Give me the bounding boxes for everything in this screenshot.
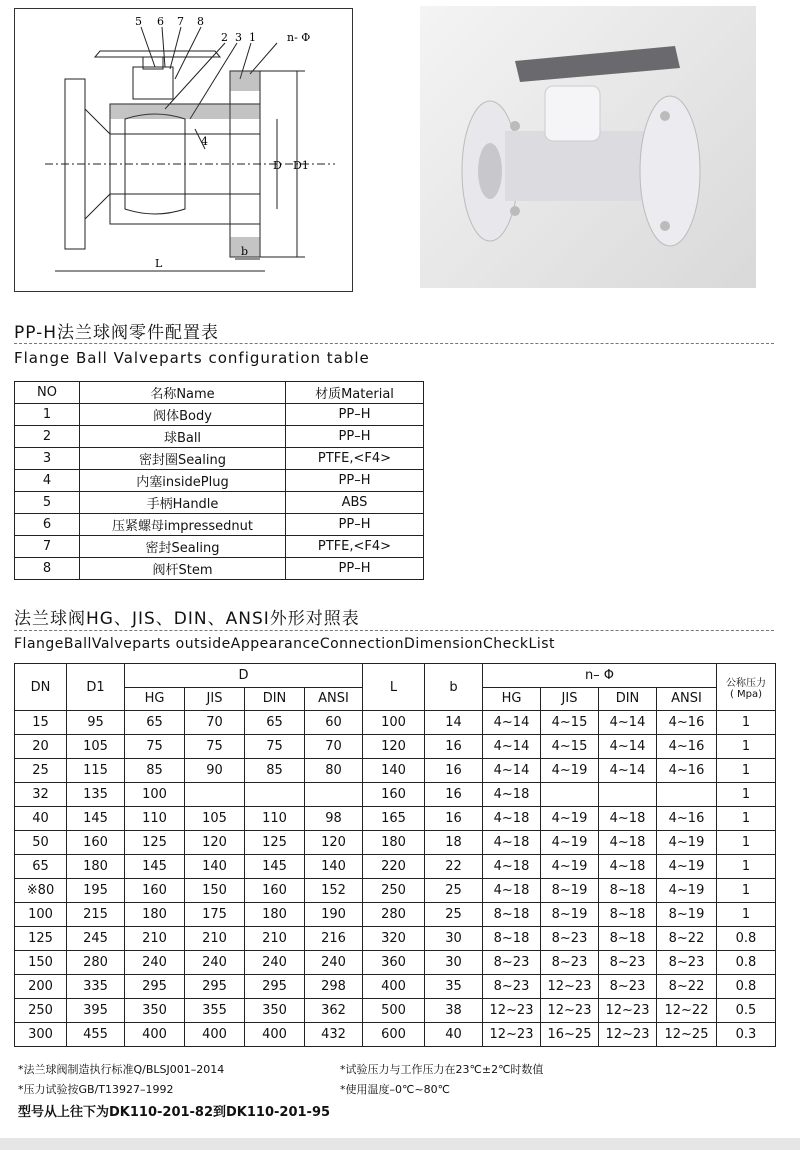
table-row	[15, 470, 424, 492]
table-header-row	[15, 382, 424, 404]
cell: 295	[185, 975, 245, 999]
table-row	[15, 951, 776, 975]
header-d: D	[125, 664, 363, 688]
parts-title-cn: PP-H法兰球阀零件配置表	[14, 323, 220, 343]
cell: 4~14	[599, 759, 657, 783]
cell: 4~18	[483, 807, 541, 831]
cell: 4~14	[599, 711, 657, 735]
cell: 190	[305, 903, 363, 927]
cell: 362	[305, 999, 363, 1023]
header-pressure	[717, 664, 776, 711]
cell: 140	[305, 855, 363, 879]
cell: 215	[67, 903, 125, 927]
cell: 85	[245, 759, 305, 783]
cell: 30	[425, 951, 483, 975]
valve-section-drawing	[15, 9, 352, 291]
cell: 0.5	[717, 999, 776, 1023]
cell: 8~23	[599, 975, 657, 999]
cell: 70	[305, 735, 363, 759]
cell: 80	[305, 759, 363, 783]
cell	[599, 783, 657, 807]
cell: 350	[125, 999, 185, 1023]
cell: 355	[185, 999, 245, 1023]
cell: 180	[245, 903, 305, 927]
cell: 8~22	[657, 927, 717, 951]
cell: 1	[717, 807, 776, 831]
cell: 160	[67, 831, 125, 855]
cell: 110	[245, 807, 305, 831]
cell: 105	[67, 735, 125, 759]
callout-4: 4	[201, 135, 208, 148]
cell	[541, 783, 599, 807]
cell: 65	[15, 855, 67, 879]
cell: 12~23	[483, 1023, 541, 1047]
cell: 295	[125, 975, 185, 999]
table-row	[15, 783, 776, 807]
cell: 210	[125, 927, 185, 951]
cell: 4~14	[599, 735, 657, 759]
header-name: 名称Name	[80, 382, 286, 404]
note-pressure-test: *压力试验按GB/T13927–1992	[18, 1083, 174, 1096]
cell: 12~23	[541, 975, 599, 999]
cell: 216	[305, 927, 363, 951]
cell: 38	[425, 999, 483, 1023]
cell: 200	[15, 975, 67, 999]
cell: 8~18	[483, 927, 541, 951]
cell: 25	[425, 879, 483, 903]
cell: 6	[15, 514, 80, 536]
cell: 8~23	[483, 951, 541, 975]
cell: 120	[185, 831, 245, 855]
cell: 180	[125, 903, 185, 927]
cell: 20	[15, 735, 67, 759]
cell: 165	[363, 807, 425, 831]
table-row	[15, 735, 776, 759]
cell: 280	[363, 903, 425, 927]
cell: 阀杆Stem	[80, 558, 286, 580]
cell: 210	[185, 927, 245, 951]
header-b: b	[425, 664, 483, 711]
cell: 16	[425, 735, 483, 759]
cell: 65	[125, 711, 185, 735]
cell: 120	[305, 831, 363, 855]
cell: PP–H	[286, 404, 424, 426]
cell: 240	[125, 951, 185, 975]
cell: 12~25	[657, 1023, 717, 1047]
cell: 600	[363, 1023, 425, 1047]
cell: 8~23	[541, 951, 599, 975]
dim-d1: D1	[293, 159, 309, 172]
cell: 12~23	[599, 999, 657, 1023]
cell: 8~19	[541, 879, 599, 903]
callout-6: 6	[157, 15, 164, 28]
dims-title-en: FlangeBallValveparts outsideAppearanceConnectionDimensionCheckList	[14, 636, 556, 652]
cell: 125	[245, 831, 305, 855]
cell: 105	[185, 807, 245, 831]
cell: 85	[125, 759, 185, 783]
cell: 5	[15, 492, 80, 514]
cell: 400	[245, 1023, 305, 1047]
table-row	[15, 536, 424, 558]
cell: ABS	[286, 492, 424, 514]
technical-drawing	[14, 8, 353, 292]
header-d-ansi: ANSI	[305, 687, 363, 711]
cell: 210	[245, 927, 305, 951]
cell: 16~25	[541, 1023, 599, 1047]
cell: 120	[363, 735, 425, 759]
cell	[305, 783, 363, 807]
cell: 40	[15, 807, 67, 831]
cell: 300	[15, 1023, 67, 1047]
cell	[185, 783, 245, 807]
table-header-row	[15, 664, 776, 688]
table-row	[15, 903, 776, 927]
cell: 4~19	[657, 879, 717, 903]
cell: 160	[245, 879, 305, 903]
header-n-jis: JIS	[541, 687, 599, 711]
table-row	[15, 855, 776, 879]
cell: 12~23	[483, 999, 541, 1023]
cell: 295	[245, 975, 305, 999]
cell	[245, 783, 305, 807]
cell: 240	[305, 951, 363, 975]
cell: 16	[425, 807, 483, 831]
cell: 160	[363, 783, 425, 807]
cell: PP–H	[286, 426, 424, 448]
cell: 0.8	[717, 975, 776, 999]
cell: 175	[185, 903, 245, 927]
table-row	[15, 558, 424, 580]
cell: 22	[425, 855, 483, 879]
cell: 0.3	[717, 1023, 776, 1047]
cell: 8~23	[541, 927, 599, 951]
cell: 4~16	[657, 807, 717, 831]
cell: 8~18	[599, 927, 657, 951]
parts-table	[14, 381, 424, 580]
header-n-ansi: ANSI	[657, 687, 717, 711]
table-row	[15, 492, 424, 514]
cell: 75	[185, 735, 245, 759]
cell: 350	[245, 999, 305, 1023]
callout-3: 3	[235, 31, 242, 44]
cell: 245	[67, 927, 125, 951]
note-standard: *法兰球阀制造执行标准Q/BLSJ001–2014	[18, 1063, 225, 1076]
cell: PTFE,<F4>	[286, 448, 424, 470]
cell: 16	[425, 783, 483, 807]
cell: 150	[185, 879, 245, 903]
table-row	[15, 759, 776, 783]
cell: 240	[185, 951, 245, 975]
cell: 115	[67, 759, 125, 783]
cell: 4~19	[657, 831, 717, 855]
header-n-din: DIN	[599, 687, 657, 711]
cell: 阀体Body	[80, 404, 286, 426]
cell: 150	[15, 951, 67, 975]
cell: 25	[425, 903, 483, 927]
cell: 4~18	[483, 879, 541, 903]
cell: 4~15	[541, 735, 599, 759]
cell: 4~19	[541, 807, 599, 831]
header-material: 材质Material	[286, 382, 424, 404]
header-d-din: DIN	[245, 687, 305, 711]
note-temperature: *使用温度–0℃~80℃	[340, 1083, 450, 1096]
cell: 180	[363, 831, 425, 855]
cell: PTFE,<F4>	[286, 536, 424, 558]
cell: 8~19	[657, 903, 717, 927]
cell: 4~19	[541, 831, 599, 855]
cell: 220	[363, 855, 425, 879]
cell: 395	[67, 999, 125, 1023]
dimension-rows	[15, 711, 776, 1047]
header-no: NO	[15, 382, 80, 404]
cell: 8	[15, 558, 80, 580]
cell: 4~18	[599, 855, 657, 879]
header-dn: DN	[15, 664, 67, 711]
cell: 98	[305, 807, 363, 831]
table-row	[15, 404, 424, 426]
cell: 432	[305, 1023, 363, 1047]
cell: 8~18	[483, 903, 541, 927]
header-n-phi: n– Φ	[483, 664, 717, 688]
table-row	[15, 927, 776, 951]
cell: 320	[363, 927, 425, 951]
cell: 125	[15, 927, 67, 951]
cell: 60	[305, 711, 363, 735]
model-number-text: 型号从上往下为DK110-201-82到DK110-201-95	[18, 1105, 331, 1120]
divider	[14, 630, 774, 631]
cell: 1	[717, 879, 776, 903]
cell: 8~18	[599, 879, 657, 903]
dim-b: b	[241, 245, 249, 258]
cell: PP–H	[286, 558, 424, 580]
cell: 280	[67, 951, 125, 975]
cell: 4~18	[599, 807, 657, 831]
cell: 400	[363, 975, 425, 999]
cell: 40	[425, 1023, 483, 1047]
cell: 4	[15, 470, 80, 492]
header-d1: D1	[67, 664, 125, 711]
cell: 32	[15, 783, 67, 807]
cell: 65	[245, 711, 305, 735]
cell: 152	[305, 879, 363, 903]
cell: 400	[125, 1023, 185, 1047]
cell: 密封Sealing	[80, 536, 286, 558]
cell: 90	[185, 759, 245, 783]
table-row	[15, 426, 424, 448]
cell: PP–H	[286, 470, 424, 492]
cell: 8~18	[599, 903, 657, 927]
cell: 100	[15, 903, 67, 927]
callout-2: 2	[221, 31, 228, 44]
cell: 240	[245, 951, 305, 975]
cell: 50	[15, 831, 67, 855]
cell: 球Ball	[80, 426, 286, 448]
cell: 4~14	[483, 735, 541, 759]
cell: 18	[425, 831, 483, 855]
cell: 145	[67, 807, 125, 831]
header-d-jis: JIS	[185, 687, 245, 711]
cell: 250	[363, 879, 425, 903]
cell: 70	[185, 711, 245, 735]
cell: 4~18	[599, 831, 657, 855]
cell: 1	[717, 735, 776, 759]
pressure-unit: ( Mpa)	[729, 689, 763, 700]
cell: 250	[15, 999, 67, 1023]
cell: 4~19	[541, 855, 599, 879]
cell: 4~19	[657, 855, 717, 879]
cell: 4~18	[483, 783, 541, 807]
cell: 1	[717, 711, 776, 735]
callout-5: 5	[135, 15, 142, 28]
table-row	[15, 711, 776, 735]
dim-d: D	[273, 159, 282, 172]
cell: 30	[425, 927, 483, 951]
table-row	[15, 1023, 776, 1047]
callout-7: 7	[177, 15, 184, 28]
cell: 195	[67, 879, 125, 903]
pressure-label: 公称压力	[726, 678, 766, 689]
cell: 455	[67, 1023, 125, 1047]
cell: 12~22	[657, 999, 717, 1023]
cell: 298	[305, 975, 363, 999]
table-row	[15, 448, 424, 470]
cell: 145	[245, 855, 305, 879]
cell: 0.8	[717, 951, 776, 975]
cell: 100	[125, 783, 185, 807]
footer-bar	[0, 1138, 800, 1150]
cell: 125	[125, 831, 185, 855]
dims-title-cn: 法兰球阀HG、JIS、DIN、ANSI外形对照表	[14, 609, 360, 629]
header-l: L	[363, 664, 425, 711]
valve-photo-illustration	[420, 6, 756, 288]
cell: 4~18	[483, 855, 541, 879]
cell: 1	[717, 855, 776, 879]
cell: 密封圈Sealing	[80, 448, 286, 470]
cell: 4~16	[657, 759, 717, 783]
cell: 140	[185, 855, 245, 879]
cell: 8~23	[599, 951, 657, 975]
cell: 4~16	[657, 711, 717, 735]
cell: 12~23	[599, 1023, 657, 1047]
cell: 8~19	[541, 903, 599, 927]
cell: 145	[125, 855, 185, 879]
callout-8: 8	[197, 15, 204, 28]
cell	[657, 783, 717, 807]
cell: 压紧螺母impressednut	[80, 514, 286, 536]
cell: 16	[425, 759, 483, 783]
dimension-table	[14, 663, 776, 1047]
cell: 内塞insidePlug	[80, 470, 286, 492]
cell: PP–H	[286, 514, 424, 536]
cell: 1	[717, 831, 776, 855]
cell: 3	[15, 448, 80, 470]
product-photo	[420, 6, 756, 288]
cell: 95	[67, 711, 125, 735]
cell: 1	[717, 783, 776, 807]
cell: 2	[15, 426, 80, 448]
cell: 8~23	[483, 975, 541, 999]
cell: 8~23	[657, 951, 717, 975]
cell: ※80	[15, 879, 67, 903]
cell: 8~22	[657, 975, 717, 999]
note-test-pressure: *试验压力与工作压力在23℃±2℃时数值	[340, 1063, 544, 1076]
cell: 25	[15, 759, 67, 783]
header-d-hg: HG	[125, 687, 185, 711]
cell: 4~14	[483, 711, 541, 735]
parts-title-en: Flange Ball Valveparts configuration table	[14, 349, 370, 367]
cell: 400	[185, 1023, 245, 1047]
cell: 160	[125, 879, 185, 903]
cell: 335	[67, 975, 125, 999]
cell: 4~16	[657, 735, 717, 759]
cell: 15	[15, 711, 67, 735]
cell: 35	[425, 975, 483, 999]
cell: 75	[125, 735, 185, 759]
cell: 7	[15, 536, 80, 558]
cell: 4~18	[483, 831, 541, 855]
cell: 14	[425, 711, 483, 735]
callout-n-phi: n- Φ	[287, 31, 311, 44]
cell: 360	[363, 951, 425, 975]
cell: 1	[717, 759, 776, 783]
table-row	[15, 999, 776, 1023]
cell: 500	[363, 999, 425, 1023]
callout-1: 1	[249, 31, 256, 44]
cell: 135	[67, 783, 125, 807]
cell: 180	[67, 855, 125, 879]
header-n-hg: HG	[483, 687, 541, 711]
cell: 0.8	[717, 927, 776, 951]
cell: 4~14	[483, 759, 541, 783]
table-row	[15, 879, 776, 903]
table-row	[15, 807, 776, 831]
cell: 手柄Handle	[80, 492, 286, 514]
cell: 100	[363, 711, 425, 735]
cell: 140	[363, 759, 425, 783]
cell: 4~19	[541, 759, 599, 783]
table-row	[15, 831, 776, 855]
cell: 75	[245, 735, 305, 759]
divider	[14, 343, 774, 344]
cell: 1	[717, 903, 776, 927]
table-row	[15, 975, 776, 999]
cell: 4~15	[541, 711, 599, 735]
cell: 1	[15, 404, 80, 426]
table-row	[15, 514, 424, 536]
cell: 110	[125, 807, 185, 831]
cell: 12~23	[541, 999, 599, 1023]
dim-l: L	[155, 257, 163, 270]
